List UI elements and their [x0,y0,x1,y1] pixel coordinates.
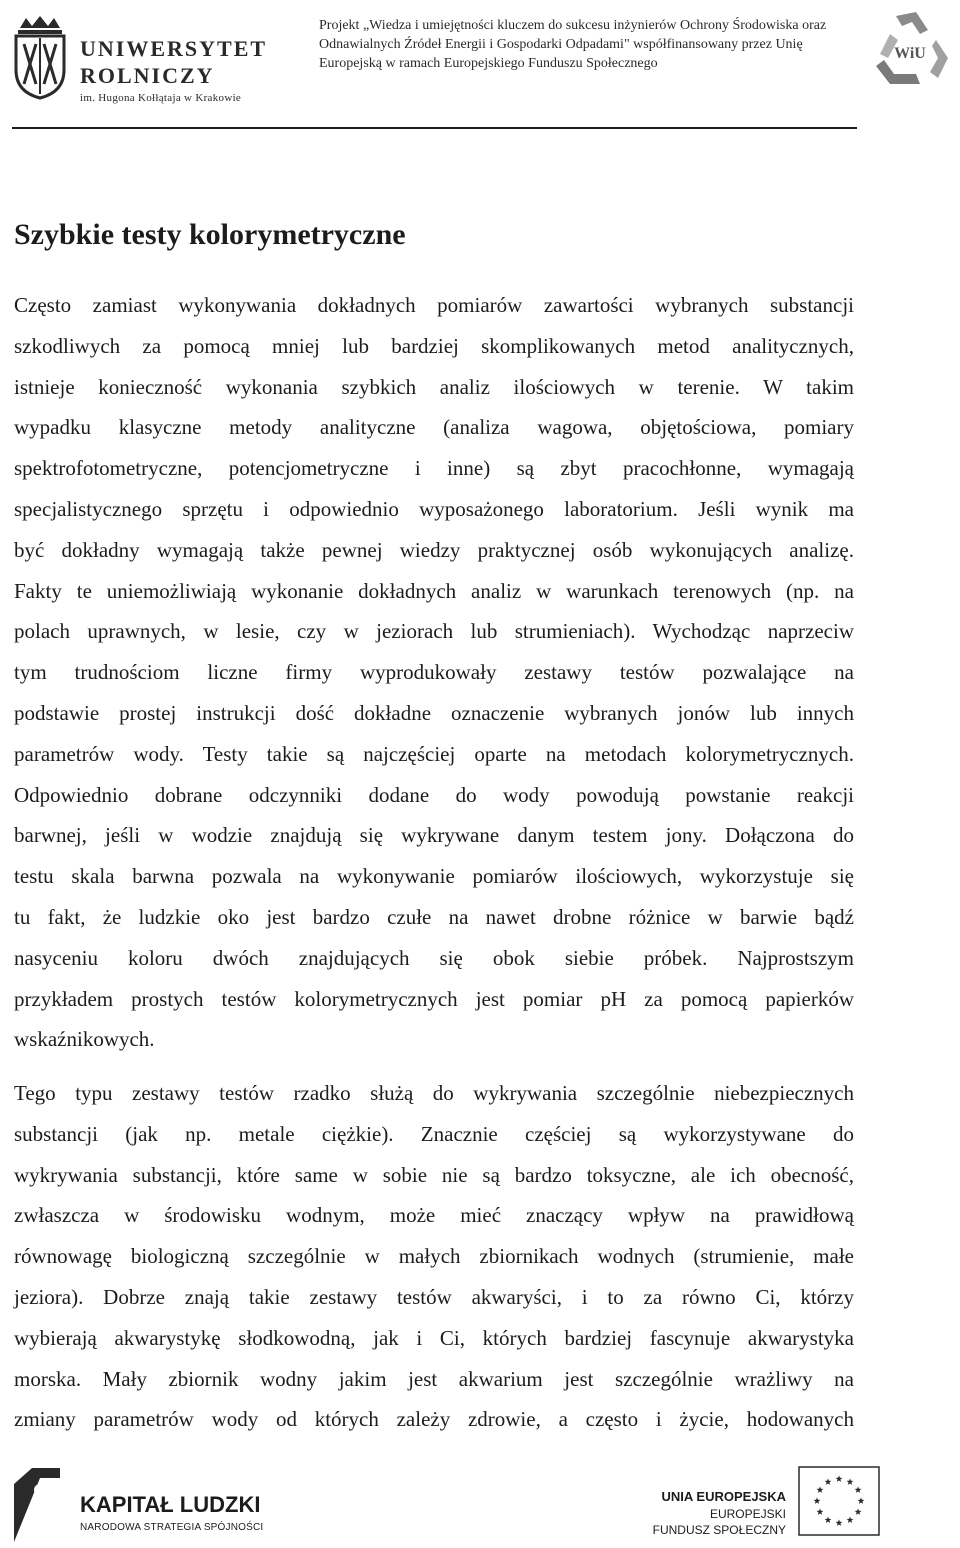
text-line: specjalistycznego sprzętu i odpowiednio wyposażonego laboratorium. Jeśli wynik ma [14,496,854,521]
text-line: substancji (jak np. metale ciężkie). Znacznie częściej są wykorzystywane do [14,1121,854,1146]
eu-text-line-1: UNIA EUROPEJSKA [661,1489,786,1504]
document-title: Szybkie testy kolorymetryczne [14,218,406,251]
text-line: zmiany parametrów wody od których zależy zdrowie, a często i życie, hodowanych [14,1407,854,1432]
recycle-arrow-icon [896,12,928,34]
text-line: morska. Mały zbiornik wodny jakim jest akwarium jest szczególnie wrażliwy na [14,1366,854,1391]
kapital-ludzki-subtitle: NARODOWA STRATEGIA SPÓJNOŚCI [80,1522,264,1533]
text-line: tu fakt, że ludzkie oko jest bardzo czułe na nawet drobne różnice w barwie bądź [14,904,854,929]
paragraph-1 [14,285,854,1060]
text-line: barwnej, jeśli w wodzie znajdują się wykrywane danym testem jony. Dołączona do [14,823,854,848]
kapital-ludzki-logo [10,1464,280,1544]
recycle-arrow-icon [930,40,948,78]
header-divider [12,127,857,129]
paragraph-2 [14,1073,854,1440]
university-name-line-3: im. Hugona Kołłątaja w Krakowie [80,92,242,104]
eu-flag-icon [798,1466,880,1536]
university-name-line-2: ROLNICZY [80,63,215,88]
text-line: wybierają akwarystykę słodkowodną, jak i Ci, których bardziej fascynuje akwarystyka [14,1325,854,1350]
project-line: Europejską w ramach Europejskiego Funduszu Społecznego [319,56,658,71]
text-line: zwłaszcza w środowisku wodnym, może mieć znaczący wpływ na prawidłową [14,1203,854,1228]
text-line: Odpowiednio dobrane odczynniki dodane do wody powodują powstanie reakcji [14,782,854,807]
text-line: Tego typu zestawy testów rzadko służą do wykrywania szczególnie niebezpiecznych [14,1081,854,1105]
text-line: przykładem prostych testów kolorymetrycznych jest pomiar pH za pomocą papierków [14,986,854,1011]
project-line: Projekt „Wiedza i umiejętności kluczem do sukcesu inżynierów Ochrony Środowiska oraz [319,18,827,33]
text-line: parametrów wody. Testy takie są najczęściej oparte na metodach kolorymetrycznych. [14,741,854,766]
text-line: wykrywania substancji, które same w sobie nie są bardzo toksyczne, ale ich obecność, [14,1162,854,1187]
text-line: być dokładny wymagają także pewnej wiedzy praktycznej osób wykonujących analizę. [14,537,854,562]
text-line: szkodliwych za pomocą mniej lub bardziej skomplikowanych metod analitycznych, [14,333,854,358]
page-header [0,0,960,130]
text-line: Fakty te uniemożliwiają wykonanie dokładnych analiz w warunkach terenowych (np. na [14,578,854,603]
text-line: równowagę biologiczną szczególnie w małych zbiornikach wodnych (strumienie, małe [14,1244,854,1269]
recycle-arrow-icon [876,60,920,84]
university-logo [12,14,268,104]
page-footer [0,1460,960,1548]
eu-text-line-3: FUNDUSZ SPOŁECZNY [652,1523,786,1537]
text-line: polach uprawnych, w lesie, czy w jeziorach lub strumieniach). Wychodząc naprzeciw [14,619,854,644]
kapital-ludzki-figure-icon [10,1464,66,1544]
text-line: jeziora). Dobrze znają takie zestawy testów akwaryści, i to za równo Ci, którzy [14,1284,854,1309]
wiu-logo-text: WiU [894,45,926,62]
university-crest-icon [12,14,68,100]
university-name-line-1: UNIWERSYTET [80,36,268,61]
text-line: wskaźnikowych. [14,1027,155,1052]
text-line: nasyceniu koloru dwóch znajdujących się obok siebie próbek. Najprostszym [14,945,854,970]
text-line: spektrofotometryczne, potencjometryczne i inne) są zbyt pracochłonne, wymagają [14,456,854,481]
eu-text-line-2: EUROPEJSKI [709,1507,786,1521]
wiu-recycle-logo [866,6,954,90]
text-line: testu skala barwna pozwala na wykonywanie pomiarów ilościowych, wykorzystuje się [14,864,854,889]
text-line: wypadku klasyczne metody analityczne (analiza wagowa, objętościowa, pomiary [14,415,854,440]
eu-fund-text [640,1488,786,1538]
kapital-ludzki-title: KAPITAŁ LUDZKI [80,1492,261,1517]
text-line: tym trudnościom liczne firmy wyprodukowały zestawy testów pozwalające na [14,660,854,685]
text-line: istnieje konieczność wykonania szybkich analiz ilościowych w terenie. W takim [14,374,854,399]
text-line: podstawie prostej instrukcji dość dokładne oznaczenie wybranych jonów lub innych [14,700,854,725]
project-line: Odnawialnych Źródeł Energii i Gospodarki Odpadami" współfinansowany przez Unię [319,37,803,52]
project-description [319,16,859,73]
text-line: Często zamiast wykonywania dokładnych pomiarów zawartości wybranych substancji [14,293,854,317]
